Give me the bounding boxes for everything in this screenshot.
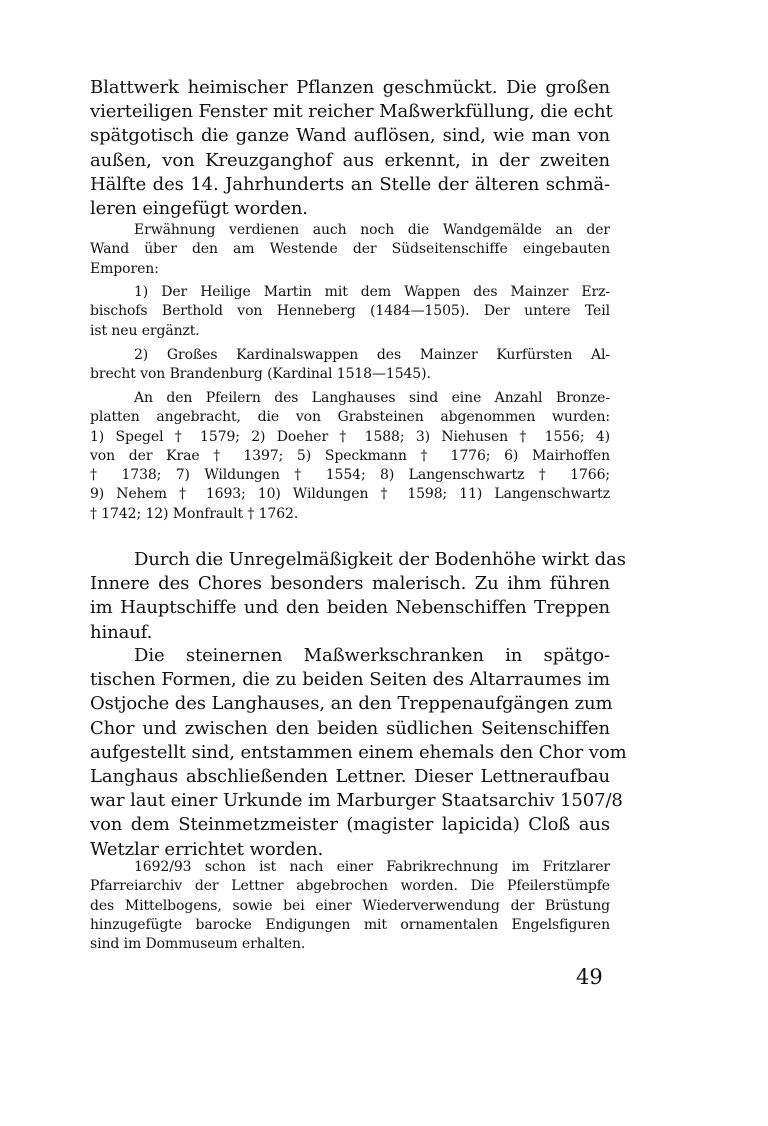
- text-line: Pfarreiarchiv der Lettner abgebrochen worden. Die Pfeilerstümpfe: [90, 878, 610, 895]
- paragraph-tracery-screens: [90, 644, 627, 862]
- text-line: brecht von Brandenburg (Kardinal 1518—1545).: [90, 366, 431, 383]
- text-line: war laut einer Urkunde im Marburger Staatsarchiv 1507/8: [90, 790, 623, 812]
- text-line: des Mittelbogens, sowie bei einer Wiederverwendung der Brüstung: [90, 897, 610, 914]
- text-line: von dem Steinmetzmeister (magister lapicida) Cloß aus: [90, 814, 610, 836]
- text-line: 2) Großes Kardinalswappen des Mainzer Kurfürsten Al-: [134, 347, 610, 363]
- text-line: bischofs Berthold von Henneberg (1484—1505). Der untere Teil: [90, 303, 610, 320]
- text-line: hinauf.: [90, 621, 153, 643]
- page-number: 49: [576, 965, 603, 989]
- note-item-coat-of-arms: [90, 346, 610, 385]
- text-line: platten angebracht, die von Grabsteinen abgenommen wurden:: [90, 409, 610, 426]
- text-line: † 1738; 7) Wildungen † 1554; 8) Langenschwartz † 1766;: [90, 467, 610, 484]
- text-line: Die steinernen Maßwerkschranken in spätgo-: [134, 645, 610, 666]
- text-line: 9) Nehem † 1693; 10) Wildungen † 1598; 11) Langenschwartz: [90, 486, 610, 503]
- text-line: Wand über den am Westende der Südseitenschiffe eingebauten: [90, 241, 610, 258]
- text-line: Wetzlar errichtet worden.: [90, 838, 324, 860]
- text-line: Langhaus abschließenden Lettner. Dieser Lettneraufbau: [90, 766, 610, 788]
- text-line: Erwähnung verdienen auch noch die Wandgemälde an der: [134, 222, 610, 238]
- text-line: Chor und zwischen den beiden südlichen Seitenschiffen: [90, 717, 610, 739]
- text-line: spätgotisch die ganze Wand auflösen, sind, wie man von: [90, 125, 610, 147]
- text-line: außen, von Kreuzganghof aus erkennt, in der zweiten: [90, 149, 610, 171]
- paragraph-choir: [90, 548, 626, 645]
- text-line: leren eingefügt worden.: [90, 198, 308, 220]
- paragraph-windows: [90, 76, 613, 221]
- text-line: Durch die Unregelmäßigkeit der Bodenhöhe wirkt das: [134, 549, 626, 570]
- text-line: ist neu ergänzt.: [90, 322, 200, 339]
- text-line: Ostjoche des Langhauses, an den Treppenaufgängen zum: [90, 693, 613, 715]
- note-bronze-plates: [90, 389, 610, 524]
- text-line: vierteiligen Fenster mit reicher Maßwerkfüllung, die echt: [90, 101, 613, 123]
- text-line: tischen Formen, die zu beiden Seiten des Altarraumes im: [90, 669, 610, 691]
- note-wall-paintings: [90, 221, 610, 279]
- note-item-martin: [90, 283, 610, 341]
- text-line: Innere des Chores besonders malerisch. Zu ihm führen: [90, 573, 610, 595]
- text-line: 1692/93 schon ist nach einer Fabrikrechnung im Fritzlarer: [134, 859, 610, 875]
- text-line: im Hauptschiffe und den beiden Nebenschiffen Treppen: [90, 597, 610, 619]
- text-line: 1) Spegel † 1579; 2) Doeher † 1588; 3) Niehusen † 1556; 4): [90, 428, 610, 445]
- text-line: von der Krae † 1397; 5) Speckmann † 1776; 6) Mairhoffen: [90, 447, 610, 464]
- text-line: Hälfte des 14. Jahrhunderts an Stelle der älteren schmä-: [90, 173, 610, 195]
- text-line: sind im Dommuseum erhalten.: [90, 936, 306, 953]
- note-rood-screen: [90, 858, 610, 954]
- text-line: An den Pfeilern des Langhauses sind eine Anzahl Bronze-: [134, 390, 610, 406]
- text-line: Emporen:: [90, 260, 159, 277]
- text-line: Blattwerk heimischer Pflanzen geschmückt. Die großen: [90, 77, 610, 98]
- text-line: aufgestellt sind, entstammen einem ehemals den Chor vom: [90, 741, 627, 763]
- text-line: † 1742; 12) Monfrault † 1762.: [90, 505, 299, 522]
- text-line: 1) Der Heilige Martin mit dem Wappen des Mainzer Erz-: [134, 284, 610, 300]
- text-line: hinzugefügte barocke Endigungen mit ornamentalen Engelsfiguren: [90, 916, 610, 933]
